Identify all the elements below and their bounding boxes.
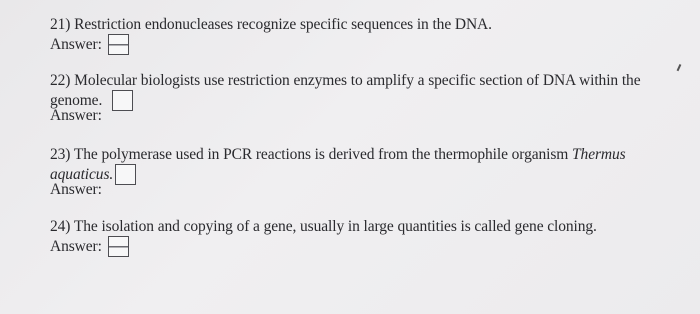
- answer-label: Answer:: [50, 237, 102, 255]
- answer-row-23: [50, 181, 626, 199]
- question-number: 23): [50, 146, 71, 163]
- stray-pen-mark: [677, 64, 681, 71]
- question-22-text: [50, 72, 640, 90]
- question-23-line-1: The polymerase used in PCR reactions is derived from the thermophile organism: [73, 146, 569, 163]
- question-23: [50, 146, 626, 199]
- question-24: [50, 218, 597, 257]
- question-21-text: [50, 16, 492, 34]
- answer-label: Answer:: [50, 35, 102, 53]
- question-22: [50, 72, 640, 125]
- question-number: 24): [50, 218, 71, 235]
- question-23-italic-genus: Thermus: [572, 146, 626, 163]
- question-21-line-1: Restriction endonucleases recognize specific sequences in the DNA.: [74, 16, 492, 33]
- question-24-line-1: The isolation and copying of a gene, usually in large quantities is called gene cloning.: [73, 218, 597, 235]
- answer-box-23[interactable]: [115, 164, 136, 185]
- answer-label: Answer:: [50, 107, 102, 124]
- question-22-line-1: Molecular biologists use restriction enzymes to amplify a specific section of DNA within the: [74, 72, 641, 89]
- question-23-italic-species: aquaticus.: [50, 165, 114, 183]
- answer-box-24[interactable]: [108, 236, 129, 257]
- answer-row-24: [50, 236, 597, 257]
- answer-box-22[interactable]: [112, 90, 133, 111]
- answer-row-22: [50, 107, 640, 125]
- question-23-text: [50, 146, 626, 164]
- question-21: [50, 16, 492, 55]
- question-22-line-2: genome.: [50, 91, 103, 109]
- question-24-text: [50, 218, 597, 236]
- answer-row-21: [50, 34, 492, 55]
- question-number: 21): [50, 16, 71, 33]
- answer-label: Answer:: [50, 181, 102, 198]
- answer-box-21[interactable]: [108, 34, 129, 55]
- question-number: 22): [50, 72, 71, 89]
